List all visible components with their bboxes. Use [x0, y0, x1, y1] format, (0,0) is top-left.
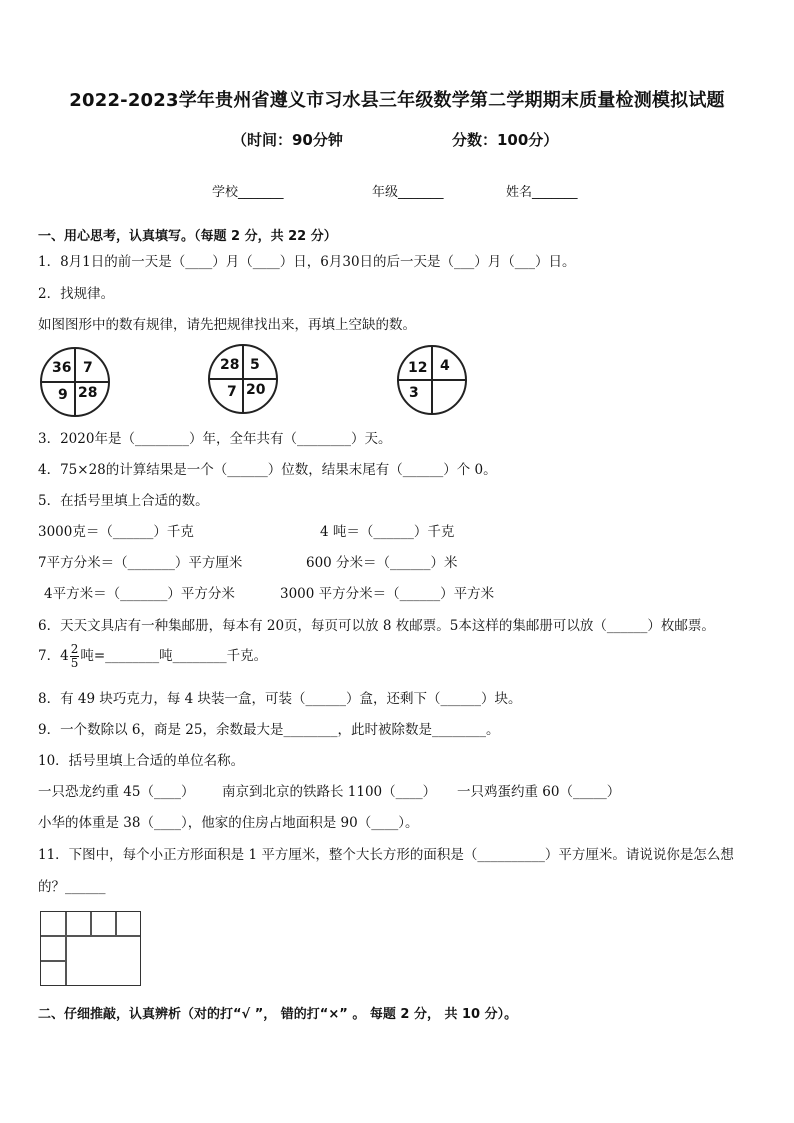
question-7-suffix: 吨=________吨________千克。	[80, 648, 268, 664]
question-10-c: 一只鸡蛋约重 60（_____）	[457, 784, 621, 800]
pattern-circle-3	[397, 345, 467, 415]
circle-number: 4	[440, 358, 450, 374]
question-5-e: 4平方米＝（_______）平方分米	[44, 586, 235, 602]
circle-number: 12	[408, 360, 428, 376]
exam-score: 分数：100分）	[452, 131, 559, 149]
section-2-heading: 二、仔细推敲，认真辨析（对的打“√ ”， 错的打“×” 。 每题 2 分， 共 10 分）。	[38, 1007, 518, 1022]
section-1-heading: 一、用心思考，认真填写。（每题 2 分，共 22 分）	[38, 229, 337, 244]
question-7	[38, 643, 267, 670]
circle-number: 36	[52, 360, 72, 376]
question-9: 9．一个数除以 6，商是 25，余数最大是________，此时被除数是________。	[38, 722, 500, 738]
question-5-c: 7平方分米＝（_______）平方厘米	[38, 555, 243, 571]
question-5-d: 600 分米＝（______）米	[306, 555, 458, 571]
fraction-denominator: 5	[70, 656, 79, 670]
circle-number: 5	[250, 357, 260, 373]
question-11-line-2: 的？______	[38, 879, 106, 895]
question-8: 8．有 49 块巧克力，每 4 块装一盒，可装（______）盒，还剩下（______）块。	[38, 691, 522, 707]
school-field: 学校_______	[212, 185, 284, 200]
fraction	[70, 643, 80, 670]
circle-number: 28	[220, 357, 240, 373]
question-10-a: 一只恐龙约重 45（____）	[38, 784, 195, 800]
question-1: 1．8月1日的前一天是（____）月（____）日，6月30日的后一天是（___）月（___）日。	[38, 254, 576, 270]
question-7-prefix: 7．4	[38, 648, 69, 664]
question-2-description: 如图图形中的数有规律，请先把规律找出来，再填上空缺的数。	[38, 317, 416, 333]
question-4: 4．75×28的计算结果是一个（______）位数，结果末尾有（______）个 0。	[38, 462, 497, 478]
rectangle-grid-figure	[40, 911, 141, 986]
question-10-b: 南京到北京的铁路长 1100（____）	[222, 784, 437, 800]
circle-number: 28	[78, 385, 98, 401]
question-5-b: 4 吨＝（______）千克	[320, 524, 455, 540]
name-field: 姓名_______	[506, 185, 578, 200]
pattern-circle-2	[208, 344, 278, 414]
question-2-title: 2．找规律。	[38, 286, 115, 302]
question-5-f: 3000 平方分米＝（______）平方米	[280, 586, 495, 602]
circle-number: 7	[227, 384, 237, 400]
question-6: 6．天天文具店有一种集邮册，每本有 20页，每页可以放 8 枚邮票。5本这样的集邮册可以放（______）枚邮票。	[38, 618, 715, 634]
question-3: 3．2020年是（________）年，全年共有（________）天。	[38, 431, 392, 447]
pattern-circle-1	[40, 347, 110, 417]
question-5-title: 5．在括号里填上合适的数。	[38, 493, 209, 509]
grade-field: 年级_______	[372, 185, 444, 200]
question-5-a: 3000克＝（______）千克	[38, 524, 194, 540]
circle-number: 9	[58, 387, 68, 403]
question-10-d: 小华的体重是 38（____），他家的住房占地面积是 90（____）。	[38, 815, 419, 831]
circle-number: 3	[409, 385, 419, 401]
exam-time: （时间：90分钟	[232, 131, 343, 149]
question-11-line-1: 11．下图中，每个小正方形面积是 1 平方厘米，整个大长方形的面积是（__________）平方厘米。请说说你是怎么想	[38, 847, 734, 863]
page-title: 2022-2023学年贵州省遵义市习水县三年级数学第二学期期末质量检测模拟试题	[69, 90, 725, 111]
circle-number: 7	[83, 360, 93, 376]
question-10-title: 10．括号里填上合适的单位名称。	[38, 753, 245, 769]
fraction-numerator: 2	[70, 642, 79, 656]
circle-number: 20	[246, 382, 266, 398]
